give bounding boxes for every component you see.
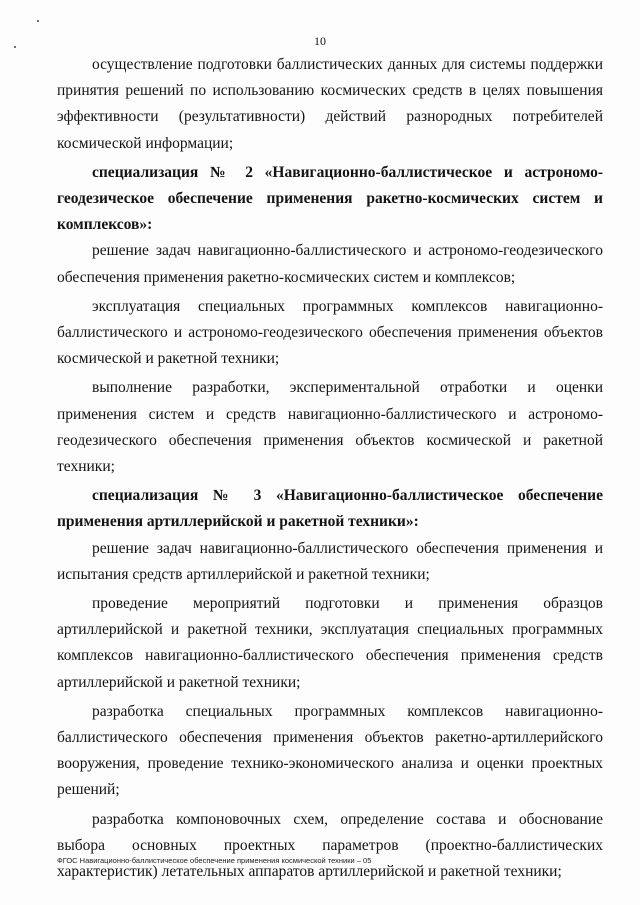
paragraph-ballistic-data: осуществление подготовки баллистических данных для системы поддержки принятия решений по использованию космических средств в целях повышения эффективности (результативности) действий разнородных потребителей космической информации;: [57, 56, 603, 152]
page-footer: ФГОС Навигационно-баллистическое обеспечение применения космической техники – 05: [57, 856, 372, 865]
paragraph-solving-tasks-2: решение задач навигационно-баллистического и астрономо-геодезического обеспечения применения ракетно-космических систем и комплексов;: [57, 242, 603, 286]
paragraph-layout-schemes-3: разработка компоновочных схем, определение состава и обоснование выбора основных проектных параметров (проектно-баллистических характеристик) летательных аппаратов артиллерийской и ракетной техники;: [57, 810, 603, 881]
paragraph-operation-complexes-2: эксплуатация специальных программных комплексов навигационно-баллистического и астрономо-геодезического обеспечения применения объектов космической и ракетной техники;: [57, 297, 603, 368]
heading-specialization-2: специализация № 2 «Навигационно-баллистическое и астрономо-геодезическое обеспечение применения ракетно-космических систем и комплексов»:: [57, 163, 603, 234]
paragraph-development-testing-2: выполнение разработки, экспериментальной отработки и оценки применения систем и средств навигационно-баллистического и астрономо-геодезического обеспечения применения объектов космической и ракетной техники;: [57, 379, 603, 476]
page-number: 10: [314, 34, 326, 48]
heading-specialization-3: специализация № 3 «Навигационно-баллистическое обеспечение применения артиллерийской и ракетной техники»:: [57, 487, 603, 531]
paragraph-solving-tasks-3: решение задач навигационно-баллистического обеспечения применения и испытания средств артиллерийской и ракетной техники;: [57, 539, 603, 583]
paragraph-software-development-3: разработка специальных программных комплексов навигационно-баллистического обеспечения применения объектов ракетно-артиллерийского вооружения, проведение технико-экономического анализа и оценки проектных решений;: [57, 702, 603, 799]
scan-speck: [37, 20, 39, 22]
document-body: [57, 52, 603, 885]
paragraph-activities-3: проведение мероприятий подготовки и применения образцов артиллерийской и ракетной техники, эксплуатация специальных программных комплексов навигационно-баллистического обеспечения применения средств артиллерийской и ракетной техники;: [57, 595, 603, 691]
